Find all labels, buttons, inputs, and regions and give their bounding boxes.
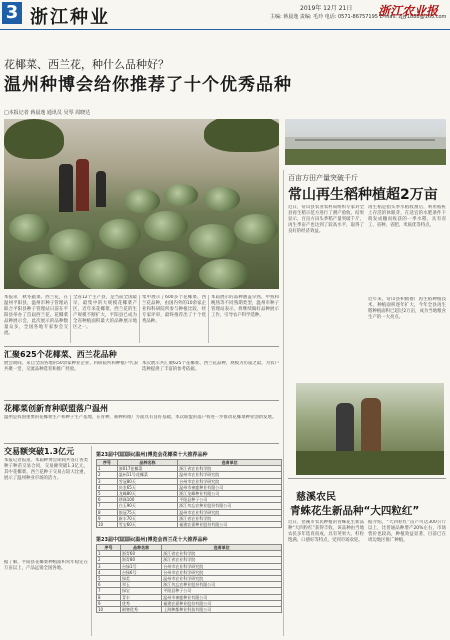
header-divider	[0, 29, 450, 30]
table-cell: 温州市农业科学研究院	[178, 509, 282, 515]
lead-paragraph-2: 全省12个主产县，是当前全国最早，最集中的大规模花椰菜产区，近年来花椰菜、西兰花的生产规模不断扩大，平阳县已成为全省种植面积最大的品种展示地区之一。	[73, 295, 137, 330]
table-cell: 浙江省农业科学院	[178, 466, 282, 472]
section-heading-625-varieties: 汇聚625个花椰菜、西兰花品种	[4, 350, 117, 359]
table-cell: 5	[97, 575, 121, 581]
table-cell: 浙江龙峰种业有限公司	[178, 490, 282, 496]
table-cell: 耐寒优秀	[120, 606, 161, 612]
table-cell: 浙青80	[120, 557, 161, 563]
table-cell: 浙江省农业科学院	[162, 551, 282, 557]
table-cell: 3	[97, 478, 118, 484]
table-cell: 7	[97, 588, 121, 594]
lead-byline: □本报记者 蒋晨逸 通讯员 吴琴 周晓达	[4, 110, 91, 116]
farmer-field-photo	[296, 383, 444, 475]
table-cell: 4	[97, 484, 118, 490]
lead-paragraph-4: 本届展示的品种涵盖早熟、中熟和晚熟等不同熟期类型，温州市种子管理站表示，将继续做好品种展示工作，引导农户科学选种。	[211, 295, 279, 318]
table-cell: 平阳县种子公司	[162, 588, 282, 594]
table-cell: 优秀	[120, 600, 161, 606]
lead-paragraph-1: 本报讯 秋冬蔬菜、西兰花，在温州平阳县，温州市种子管理站联合平阳县种子管理站日前在平阳县举办了首届西兰花、花椰菜品种展示会，此次展示的品种数量众多，全国各地专家参会交流。	[4, 295, 68, 336]
section3-paragraph-2: 据了解，平阳县花椰菜种植面积常年稳定在万亩以上，产品远销全国各地。	[4, 560, 88, 571]
table-cell: 9	[97, 600, 121, 606]
cauliflower-varieties-table	[96, 459, 282, 528]
issue-date: 2019年 12月 21日	[300, 5, 353, 12]
broccoli-table-caption: 第23届中国国际(温州)博览会西兰花十大推荐品种	[96, 537, 208, 543]
table-cell: 福建农嘉种业股份有限公司	[162, 600, 282, 606]
table-cell: 浙江勿忘农种业股份有限公司	[162, 582, 282, 588]
table-cell: 台州市农业科学研究院	[162, 563, 282, 569]
table-cell: 青丰	[120, 594, 161, 600]
table-header: 序号	[97, 545, 121, 551]
table-cell: 2	[97, 557, 121, 563]
table-row	[97, 521, 282, 527]
table-cell: 台绿6号	[120, 569, 161, 575]
section2-paragraph: 温州是我国重要的花椰菜生产和种子生产基地，在育种、制种和推广方面具有良好基础，本次联盟的落户将进一步推动花椰菜种业创新发展。	[4, 415, 277, 420]
right-paragraph-3: 近年来，常山县积极推广再生稻种植技术，种植面积逐年扩大，今年全县再生稻种植面积已超过2万亩，成为当地粮食生产的一大亮点。	[368, 297, 446, 320]
lead-paragraph-3: 集中展示了600多个花椰菜、西兰花品种，由国内外的10余家企业和科研院所参与种植比较，经专家评审，最终推荐出了十个优秀品种。	[142, 295, 206, 324]
table-cell: 7	[97, 503, 118, 509]
table-cell: 台绿1号	[120, 563, 161, 569]
right-section2-paragraph-1: 近日，慈溪市农民种植的青蛛花生新品种“大四粒红”获得丰收，该品种由当地农民多年选育而成，具有荚果大、籽粒饱满、口感好等特点，受到市场欢迎。	[288, 520, 364, 543]
table-header: 品种名称	[120, 545, 161, 551]
table-cell: 翠玉	[120, 582, 161, 588]
section-heading-trade-volume: 交易额突破1.3亿元	[4, 447, 75, 456]
page-number: 3	[2, 2, 22, 24]
cauliflower-table-caption: 第23届中国国际(温州)博览会花椰菜十大推荐品种	[96, 452, 208, 458]
section-heading-breeding-alliance: 花椰菜创新育种联盟落户温州	[4, 404, 108, 413]
table-cell: 浙青60	[120, 551, 161, 557]
table-cell: 浙江省农业科学院	[162, 557, 282, 563]
table-cell: 雪冠80天	[117, 478, 178, 484]
table-cell: 温州市神鹿种业有限公司	[178, 484, 282, 490]
table-cell: 浙017花椰菜	[117, 466, 178, 472]
right-section2-paragraph-2: 据介绍，“大四粒红”亩产可达300公斤以上，比普通品种增产20%左右，市场售价也较高，种植效益显著，目前已在周边地区推广种植。	[368, 520, 446, 543]
right-kicker: 百亩方田产量突破千斤	[288, 174, 358, 182]
right-paragraph-1: 近日，常山县农业农村局组织专家对全县再生稻示范方进行了测产验收，结果显示，百亩方田头季稻产量突破千斤，再生季亩产也达到了较高水平，取得了良好的经济效益。	[288, 205, 364, 234]
table-cell: 1	[97, 466, 118, 472]
right-headline: 常山再生稻种植超2万亩	[288, 187, 438, 203]
table-cell: 8	[97, 594, 121, 600]
table-cell: 绿美	[120, 575, 161, 581]
table-cell: 浙江省农业科学院	[178, 515, 282, 521]
section1-paragraph-2: 本次展示共汇聚625个花椰菜、西兰花品种，规模为历届之最，为农户选种提供了丰富的参考依据。	[142, 361, 279, 372]
right-paragraph-2: 再生稻是指头季水稻收割后，利用稻桩上存活的休眠芽，在适宜的水肥条件下萌发成穗而收获的一季水稻，具有省工、省种、省肥、米质优等特点。	[368, 205, 446, 228]
table-header: 选育单位	[178, 460, 282, 466]
lead-kicker: 花椰菜、西兰花，种什么品种好？	[4, 58, 169, 71]
section1-paragraph-1: 展会期间，来自全国各地的50余家种业企业、科研院所和种植户代表共聚一堂，交流品种选育和推广经验。	[4, 361, 138, 372]
section-title: 浙江种业	[30, 7, 110, 28]
masthead-logo: 浙江农业报	[378, 4, 439, 18]
editor-credits: 主编: 蒋晨逸 责编: 毛玲 电话: 0571-86757195 E-mail: zjjy1888@163.com	[270, 14, 447, 20]
table-cell: 6	[97, 582, 121, 588]
table-cell: 浙江勿忘农种业股份有限公司	[178, 503, 282, 509]
table-cell: 4	[97, 569, 121, 575]
table-header: 序号	[97, 460, 118, 466]
right-section2-kicker: 慈溪农民	[296, 492, 336, 503]
table-cell: 新丰70天	[117, 515, 178, 521]
table-cell: 3	[97, 563, 121, 569]
table-header: 品种名称	[117, 460, 178, 466]
table-header: 选育单位	[162, 545, 282, 551]
table-cell: 上海种都种业科技有限公司	[162, 606, 282, 612]
table-cell: 白玉90天	[117, 503, 178, 509]
table-cell: 台州市农业科学研究院	[178, 478, 282, 484]
table-cell: 6	[97, 497, 118, 503]
lead-headline: 温州种博会给你推荐了十个优秀品种	[4, 75, 292, 95]
table-cell: 雪宝60天	[117, 521, 178, 527]
table-cell: 银冠75天	[117, 509, 178, 515]
table-cell: 10	[97, 521, 118, 527]
table-cell: 温州市农业科学研究院	[162, 575, 282, 581]
broccoli-varieties-table	[96, 544, 282, 613]
table-cell: 台州市农业科学研究院	[162, 569, 282, 575]
table-cell: 1	[97, 551, 121, 557]
table-cell: 平阳县种子公司	[178, 497, 282, 503]
table-row	[97, 606, 282, 612]
table-cell: 温州11号花椰菜	[117, 472, 178, 478]
right-section2-headline: 青蛛花生新品种“大四粒红”	[290, 505, 420, 517]
table-cell: 10	[97, 606, 121, 612]
table-cell: 温州市农业科学研究院	[178, 472, 282, 478]
table-cell: 庆农65天	[117, 484, 178, 490]
table-cell: 福建农嘉种业股份有限公司	[178, 521, 282, 527]
table-cell: 9	[97, 515, 118, 521]
section3-paragraph-1: 本报记者报道，本届种博会期间共签订各类种子种苗交易合同，交易额突破1.3亿元，其中花椰菜、西兰花种子交易占较大比重，展示了温州种业市场的活力。	[4, 458, 88, 481]
table-cell: 8	[97, 509, 118, 515]
table-cell: 龙峰80天	[117, 490, 178, 496]
table-cell: 绿宝	[120, 588, 161, 594]
table-cell: 珍珠100	[117, 497, 178, 503]
cabbage-field-photo	[4, 119, 279, 289]
table-cell: 2	[97, 472, 118, 478]
table-cell: 温州市神鹿种业有限公司	[162, 594, 282, 600]
farm-building-photo	[285, 119, 446, 165]
table-cell: 5	[97, 490, 118, 496]
